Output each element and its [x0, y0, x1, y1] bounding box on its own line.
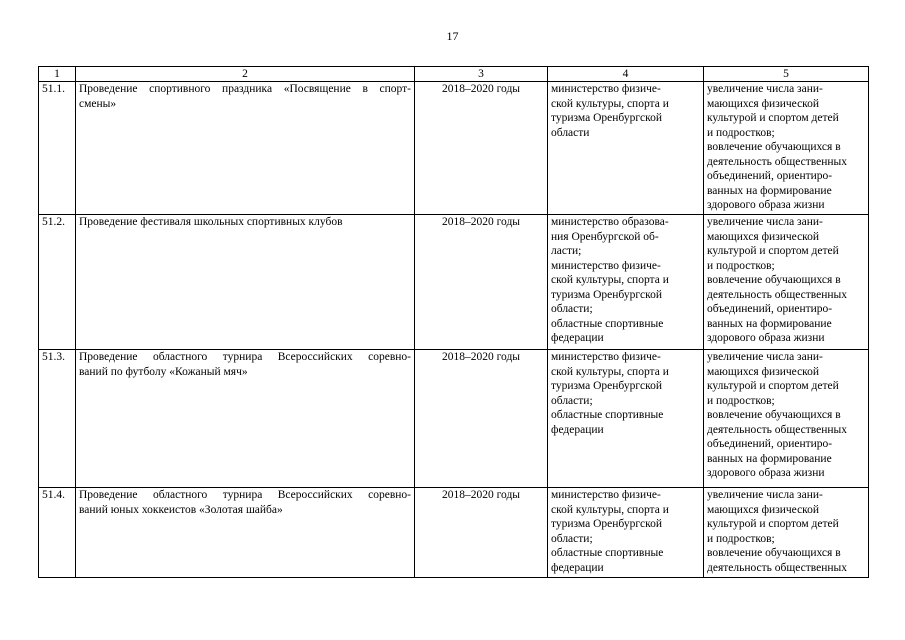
org-line: министерство физиче- [551, 259, 661, 272]
org-line: министерство физиче- [551, 351, 661, 363]
org-line: ской культуры, спорта и [551, 97, 669, 110]
table-row [39, 488, 869, 578]
result-line: здорового образа жизни [707, 467, 825, 479]
result-line: объединений, ориентиро- [707, 438, 833, 450]
result-line: и подростков; [707, 126, 775, 139]
org-line: министерство физиче- [551, 489, 661, 501]
org-line: туризма Оренбургской [551, 518, 663, 530]
result-line: увеличение числа зани- [707, 489, 823, 501]
result-line: деятельность общественных [707, 288, 848, 301]
result-line: культурой и спортом детей [707, 380, 839, 392]
expected-result [704, 350, 869, 488]
activity-title [76, 350, 415, 488]
table-row [39, 350, 869, 488]
title-line: ваний по футболу «Кожаный мяч» [79, 365, 248, 378]
responsible-org [548, 350, 704, 488]
expected-result [704, 215, 869, 350]
header-col-2: 2 [76, 67, 415, 82]
org-line: министерство физиче- [551, 83, 661, 95]
org-line: туризма Оренбургской [551, 288, 663, 301]
org-line: области; [551, 394, 593, 407]
org-line: министерство образова- [551, 216, 669, 228]
activities-table [38, 66, 869, 578]
org-line: федерации [551, 423, 604, 436]
header-col-5: 5 [704, 67, 869, 82]
activity-title [76, 215, 415, 350]
period: 2018–2020 годы [415, 350, 548, 488]
org-line: федерации [551, 332, 604, 344]
result-line: объединений, ориентиро- [707, 303, 833, 315]
result-line: мающихся физической [707, 230, 820, 243]
result-line: и подростков; [707, 394, 775, 407]
row-number: 51.3. [39, 350, 76, 488]
result-line: культурой и спортом детей [707, 518, 839, 530]
responsible-org [548, 488, 704, 578]
result-line: мающихся физической [707, 97, 820, 110]
row-number: 51.2. [39, 215, 76, 350]
org-line: федерации [551, 561, 604, 574]
result-line: здорового образа жизни [707, 199, 825, 211]
header-row [39, 67, 869, 82]
result-line: ванных на формирование [707, 184, 832, 197]
result-line: ванных на формирование [707, 317, 832, 330]
result-line: вовлечение обучающихся в [707, 547, 841, 559]
org-line: ской культуры, спорта и [551, 274, 669, 286]
activity-title [76, 488, 415, 578]
result-line: увеличение числа зани- [707, 351, 823, 363]
result-line: мающихся физической [707, 503, 820, 516]
expected-result [704, 82, 869, 215]
table-row [39, 82, 869, 215]
result-line: вовлечение обучающихся в [707, 274, 841, 286]
org-line: ния Оренбургской об- [551, 230, 659, 243]
result-line: объединений, ориентиро- [707, 170, 833, 182]
result-line: здорового образа жизни [707, 332, 825, 344]
org-line: ской культуры, спорта и [551, 365, 669, 378]
title-line: ваний юных хоккеистов «Золотая шайба» [79, 503, 283, 516]
header-col-4: 4 [548, 67, 704, 82]
org-line: областные спортивные [551, 547, 664, 559]
result-line: вовлечение обучающихся в [707, 409, 841, 421]
org-line: области [551, 126, 590, 139]
responsible-org [548, 215, 704, 350]
period: 2018–2020 годы [415, 488, 548, 578]
result-line: культурой и спортом детей [707, 245, 839, 257]
org-line: ской культуры, спорта и [551, 503, 669, 516]
responsible-org [548, 82, 704, 215]
row-number: 51.4. [39, 488, 76, 578]
title-line: Проведение спортивного праздника «Посвящение в спорт- [79, 83, 411, 95]
row-number: 51.1. [39, 82, 76, 215]
expected-result [704, 488, 869, 578]
result-line: увеличение числа зани- [707, 83, 823, 95]
result-line: и подростков; [707, 532, 775, 545]
page-number: 17 [446, 29, 459, 43]
result-line: деятельность общественных [707, 561, 848, 574]
result-line: мающихся физической [707, 365, 820, 378]
org-line: ласти; [551, 245, 582, 257]
result-line: деятельность общественных [707, 423, 848, 436]
title-line: Проведение областного турнира Всероссийских соревно- [79, 489, 411, 501]
org-line: областные спортивные [551, 317, 664, 330]
result-line: ванных на формирование [707, 452, 832, 465]
result-line: увеличение числа зани- [707, 216, 823, 228]
org-line: туризма Оренбургской [551, 112, 663, 124]
period: 2018–2020 годы [415, 82, 548, 215]
result-line: деятельность общественных [707, 155, 848, 168]
activity-title [76, 82, 415, 215]
org-line: областные спортивные [551, 409, 664, 421]
result-line: культурой и спортом детей [707, 112, 839, 124]
header-col-3: 3 [415, 67, 548, 82]
period: 2018–2020 годы [415, 215, 548, 350]
org-line: области; [551, 532, 593, 545]
table-row [39, 215, 869, 350]
result-line: вовлечение обучающихся в [707, 141, 841, 153]
result-line: и подростков; [707, 259, 775, 272]
title-line: смены» [79, 97, 117, 110]
header-col-1: 1 [39, 67, 76, 82]
org-line: области; [551, 303, 593, 315]
title-line: Проведение областного турнира Всероссийских соревно- [79, 351, 411, 363]
org-line: туризма Оренбургской [551, 380, 663, 392]
title-line: Проведение фестиваля школьных спортивных клубов [79, 216, 343, 228]
